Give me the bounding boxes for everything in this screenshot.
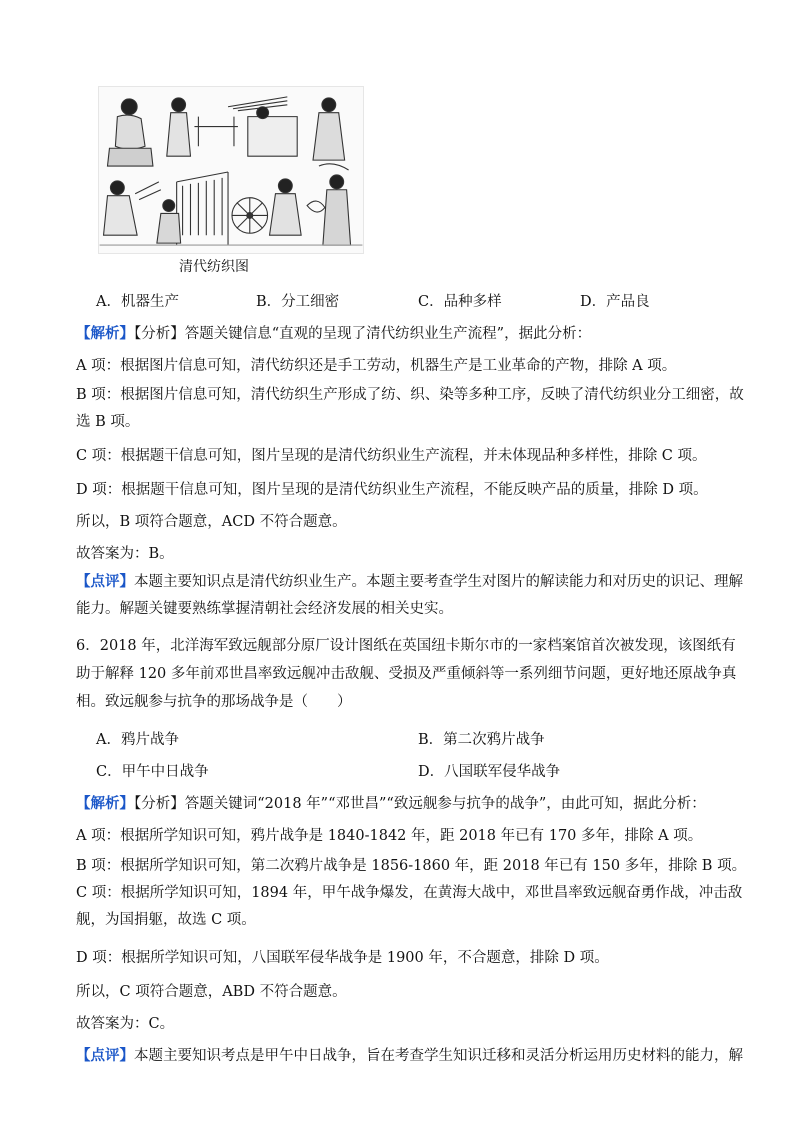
q6-analysis-a: A 项：根据所学知识可知，鸦片战争是 1840-1842 年，距 2018 年已有 170 多年，排除 A 项。 — [76, 828, 703, 844]
q6-conclusion: 所以，C 项符合题意，ABD 不符合题意。 — [76, 984, 347, 1000]
q6-analysis-d: D 项：根据所学知识可知，八国联军侵华战争是 1900 年，不合题意，排除 D 项。 — [76, 950, 609, 966]
q6-comment — [76, 1044, 743, 1065]
q6-answer: 故答案为：C。 — [76, 1016, 175, 1032]
textile-illustration — [98, 86, 364, 254]
q5-option-d: D．产品良 — [580, 294, 650, 310]
q5-option-b: B．分工细密 — [256, 294, 340, 310]
q5-comment-tag: 【点评】 — [76, 573, 134, 590]
q5-option-c: C．品种多样 — [418, 294, 502, 310]
q5-conclusion: 所以，B 项符合题意，ACD 不符合题意。 — [76, 514, 347, 530]
q5-answer: 故答案为：B。 — [76, 546, 174, 562]
q6-option-d: D．八国联军侵华战争 — [418, 764, 561, 780]
q5-analysis-a: A 项：根据图片信息可知，清代纺织还是手工劳动，机器生产是工业革命的产物，排除 A 项。 — [76, 358, 677, 374]
q5-analysis-b: B 项：根据图片信息可知，清代纺织生产形成了纺、织、染等多种工序，反映了清代纺织业分工细密，故选 B 项。 — [76, 387, 744, 430]
q6-comment-tag: 【点评】 — [76, 1047, 134, 1064]
q5-analysis-c: C 项：根据题干信息可知，图片呈现的是清代纺织业生产流程，并未体现品种多样性，排除 C 项。 — [76, 448, 707, 464]
q5-analysis-d: D 项：根据题干信息可知，图片呈现的是清代纺织业生产流程，不能反映产品的质量，排除 D 项。 — [76, 482, 708, 498]
q6-analysis-c: C 项：根据所学知识可知，1894 年，甲午战争爆发，在黄海大战中，邓世昌率致远舰奋勇作战，冲击敌舰，为国捐躯，故选 C 项。 — [76, 885, 743, 928]
q6-analysis-header — [76, 792, 706, 813]
q5-analysis-tag: 【解析】 — [76, 325, 134, 342]
q5-analysis-head: 【分析】答题关键信息“直观的呈现了清代纺织业生产流程”，据此分析： — [134, 326, 592, 342]
textile-workers-drawing — [99, 87, 363, 253]
q5-comment-text: 本题主要知识点是清代纺织业生产。本题主要考查学生对图片的解读能力和对历史的识记、理解能力。解题关键要熟练掌握清朝社会经济发展的相关史实。 — [76, 574, 743, 617]
q6-stem: 6．2018 年，北洋海军致远舰部分原厂设计图纸在英国纽卡斯尔市的一家档案馆首次被发现，该图纸有助于解释 120 多年前邓世昌率致远舰冲击敌舰、受损及严重倾斜等一系列细节问题，更好地还原战争真相。致远舰参与抗争的那场战争是（ ） — [76, 638, 737, 710]
q6-option-b: B．第二次鸦片战争 — [418, 732, 545, 748]
q5-option-a: A．机器生产 — [96, 294, 179, 310]
q6-analysis-b: B 项：根据所学知识可知，第二次鸦片战争是 1856-1860 年，距 2018 年已有 150 多年，排除 B 项。 — [76, 858, 747, 874]
q6-analysis-head: 【分析】答题关键词“2018 年”“邓世昌”“致远舰参与抗争的战争”，由此可知，据此分析： — [134, 796, 706, 812]
q5-analysis-header — [76, 322, 591, 343]
figure-caption: 清代纺织图 — [179, 259, 249, 275]
q6-option-a: A．鸦片战争 — [96, 732, 179, 748]
q6-comment-text: 本题主要知识考点是甲午中日战争，旨在考查学生知识迁移和灵活分析运用历史材料的能力，解 — [134, 1048, 743, 1064]
q6-option-c: C．甲午中日战争 — [96, 764, 209, 780]
q5-comment — [76, 568, 748, 623]
q6-analysis-tag: 【解析】 — [76, 795, 134, 812]
